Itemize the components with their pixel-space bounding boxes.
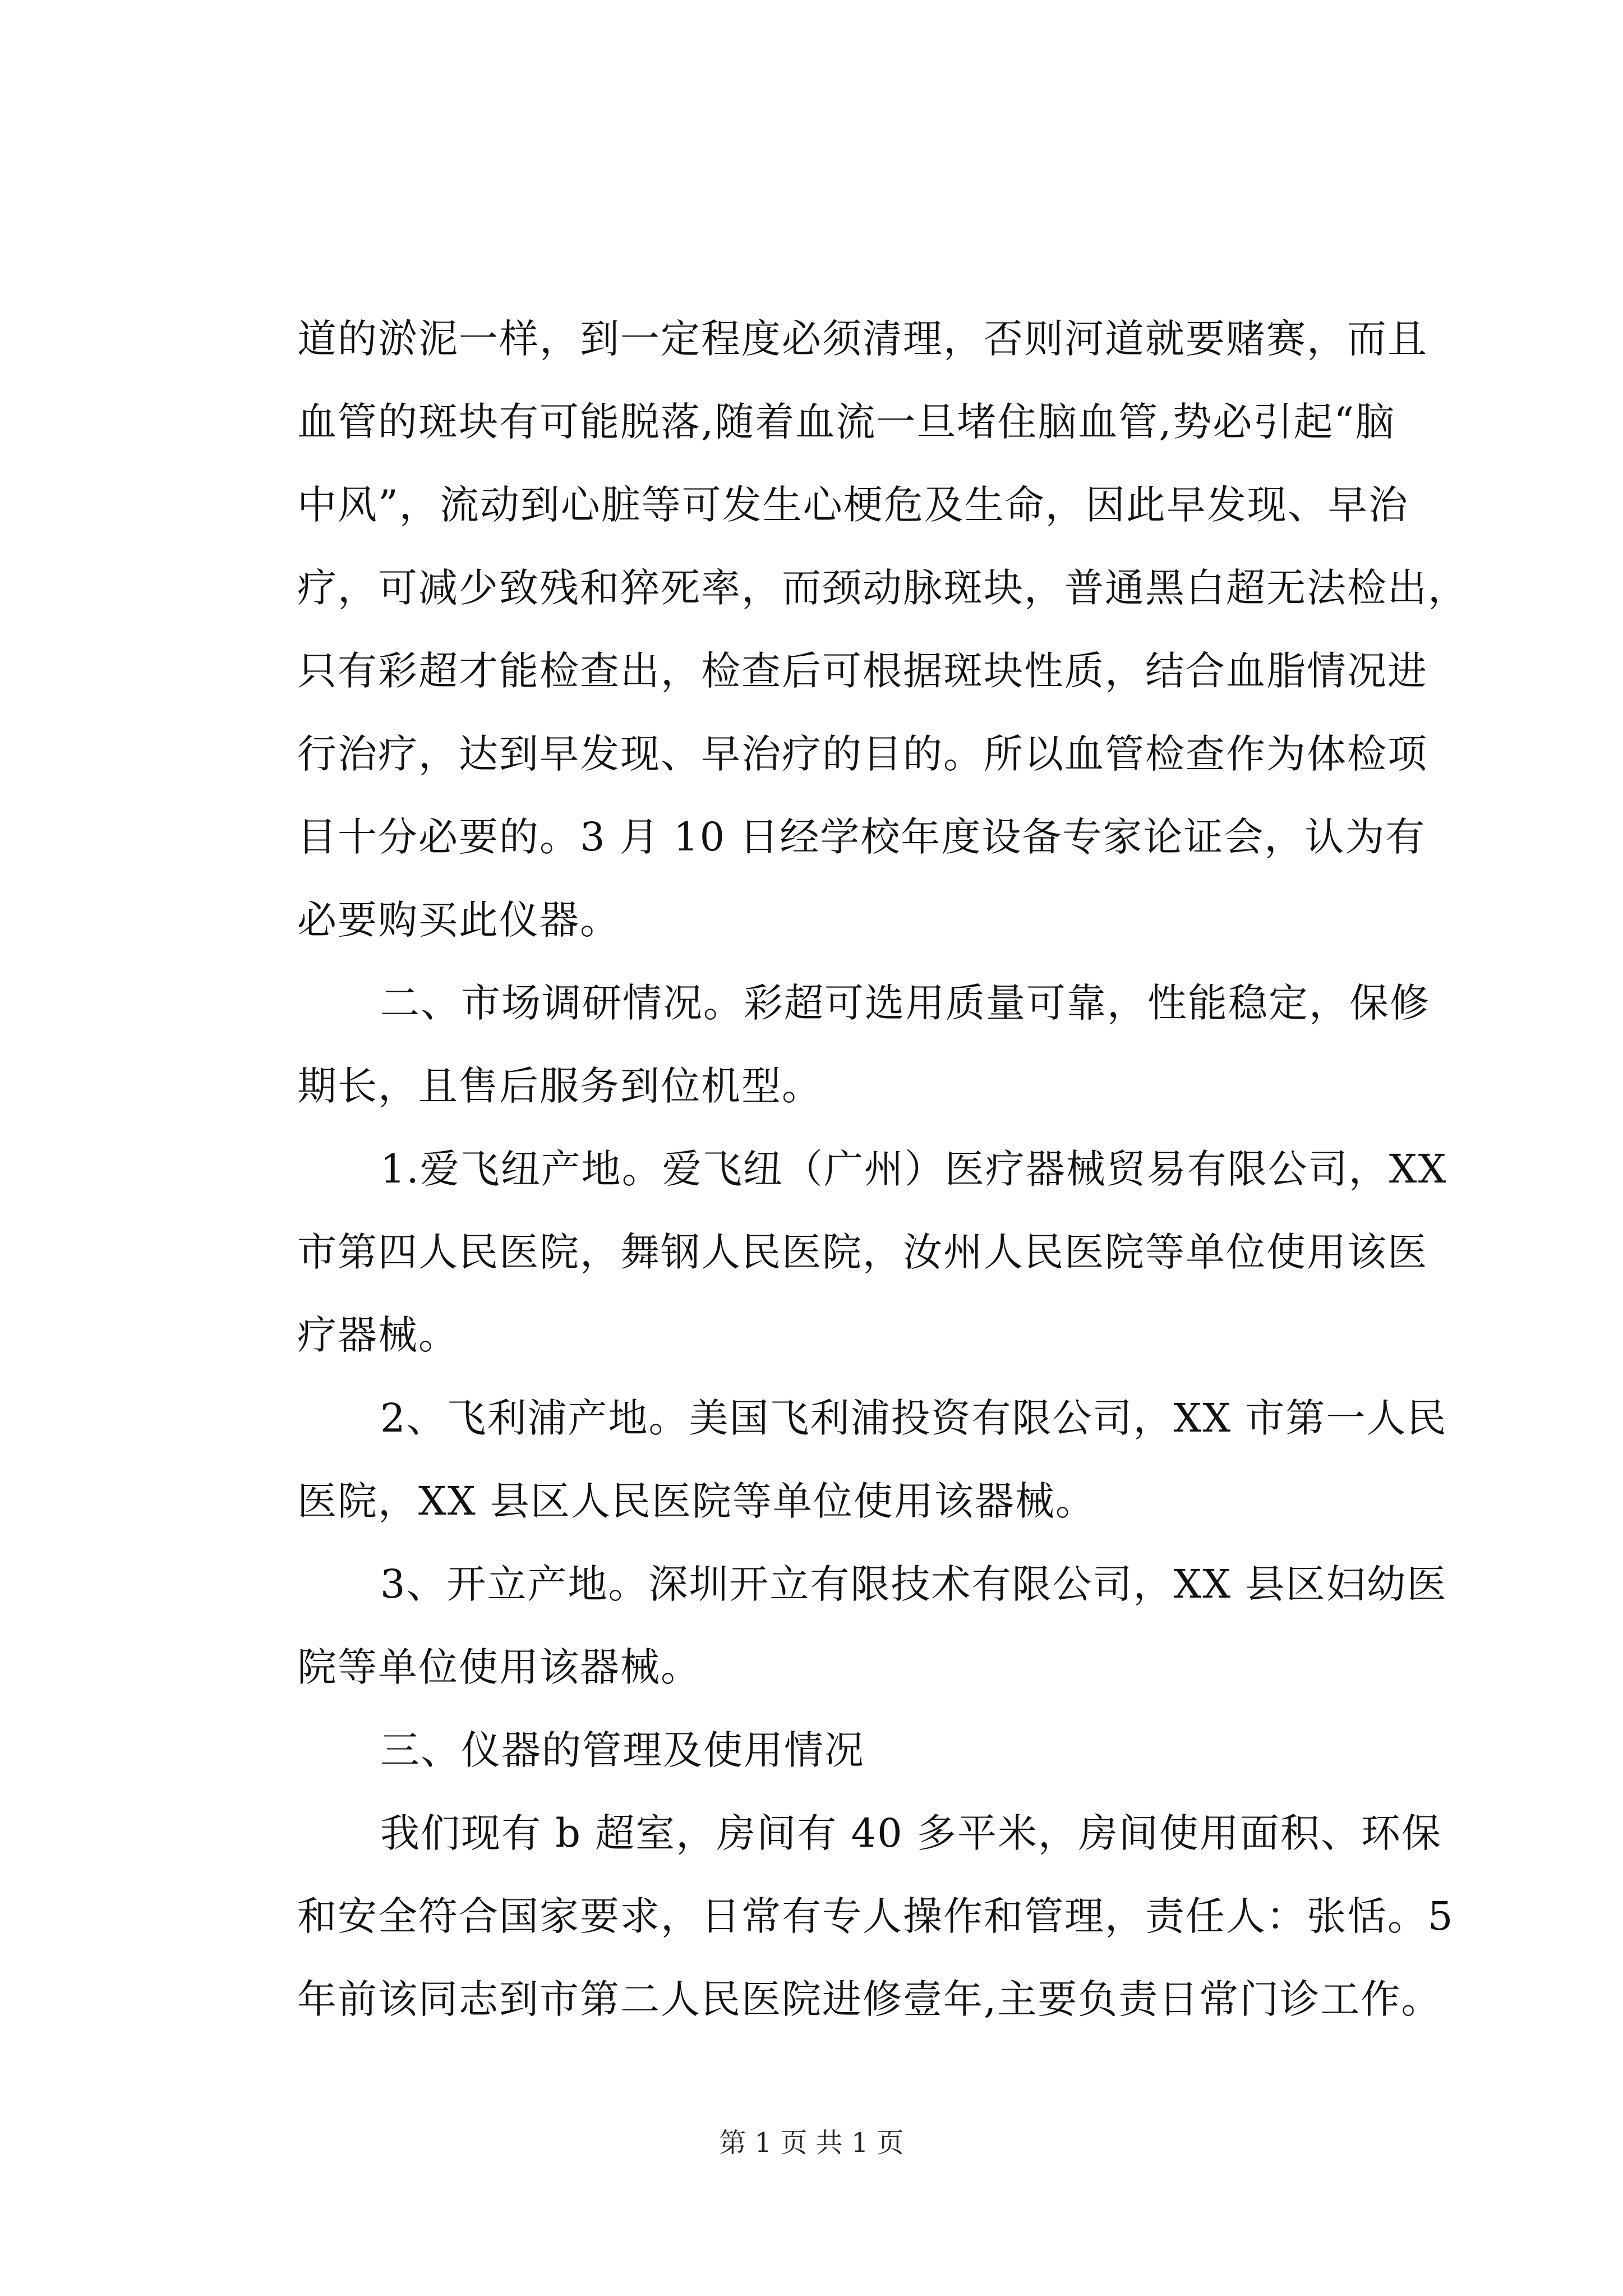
text-line: 期长，且售后服务到位机型。 (297, 1063, 822, 1109)
text-line: 医院，XX 县区人民医院等单位使用该器械。 (297, 1478, 1096, 1524)
text-line: 和安全符合国家要求，日常有专人操作和管理，责任人：张恬。5 (297, 1893, 1454, 1939)
text-line: 只有彩超才能检查出，检查后可根据斑块性质，结合血脂情况进 (297, 648, 1428, 694)
text-line: 疗器械。 (297, 1312, 459, 1358)
text-line: 院等单位使用该器械。 (297, 1644, 701, 1690)
list-item-line: 1.爱飞纽产地。爱飞纽（广州）医疗器械贸易有限公司，XX (380, 1146, 1447, 1192)
text-line: 中风”，流动到心脏等可发生心梗危及生命，因此早发现、早治 (297, 482, 1409, 528)
list-item-line: 3、开立产地。深圳开立有限技术有限公司，XX 县区妇幼医 (380, 1561, 1447, 1607)
document-body (297, 297, 1468, 2041)
list-item-line: 2、飞利浦产地。美国飞利浦投资有限公司，XX 市第一人民 (380, 1395, 1447, 1441)
text-line: 年前该同志到市第二人民医院进修壹年,主要负责日常门诊工作。 (297, 1976, 1442, 2022)
text-line: 目十分必要的。3 月 10 日经学校年度设备专家论证会，认为有 (297, 814, 1426, 860)
page-number-footer: 第 1 页 共 1 页 (719, 2127, 904, 2159)
text-line: 道的淤泥一样，到一定程度必须清理，否则河道就要赌赛，而且 (297, 316, 1428, 362)
paragraph-start-line: 我们现有 b 超室，房间有 40 多平米，房间使用面积、环保 (380, 1810, 1442, 1856)
text-line: 疗，可减少致残和猝死率，而颈动脉斑块，普通黑白超无法检出， (297, 565, 1468, 611)
text-line: 必要购买此仪器。 (297, 897, 620, 943)
section-heading-line: 三、仪器的管理及使用情况 (380, 1727, 865, 1773)
section-heading-line: 二、市场调研情况。彩超可选用质量可靠，性能稳定，保修 (380, 980, 1430, 1026)
text-line: 市第四人民医院，舞钢人民医院，汝州人民医院等单位使用该医 (297, 1229, 1428, 1275)
text-line: 血管的斑块有可能脱落,随着血流一旦堵住脑血管,势必引起“脑 (297, 399, 1396, 445)
text-line: 行治疗，达到早发现、早治疗的目的。所以血管检查作为体检项 (297, 731, 1428, 777)
